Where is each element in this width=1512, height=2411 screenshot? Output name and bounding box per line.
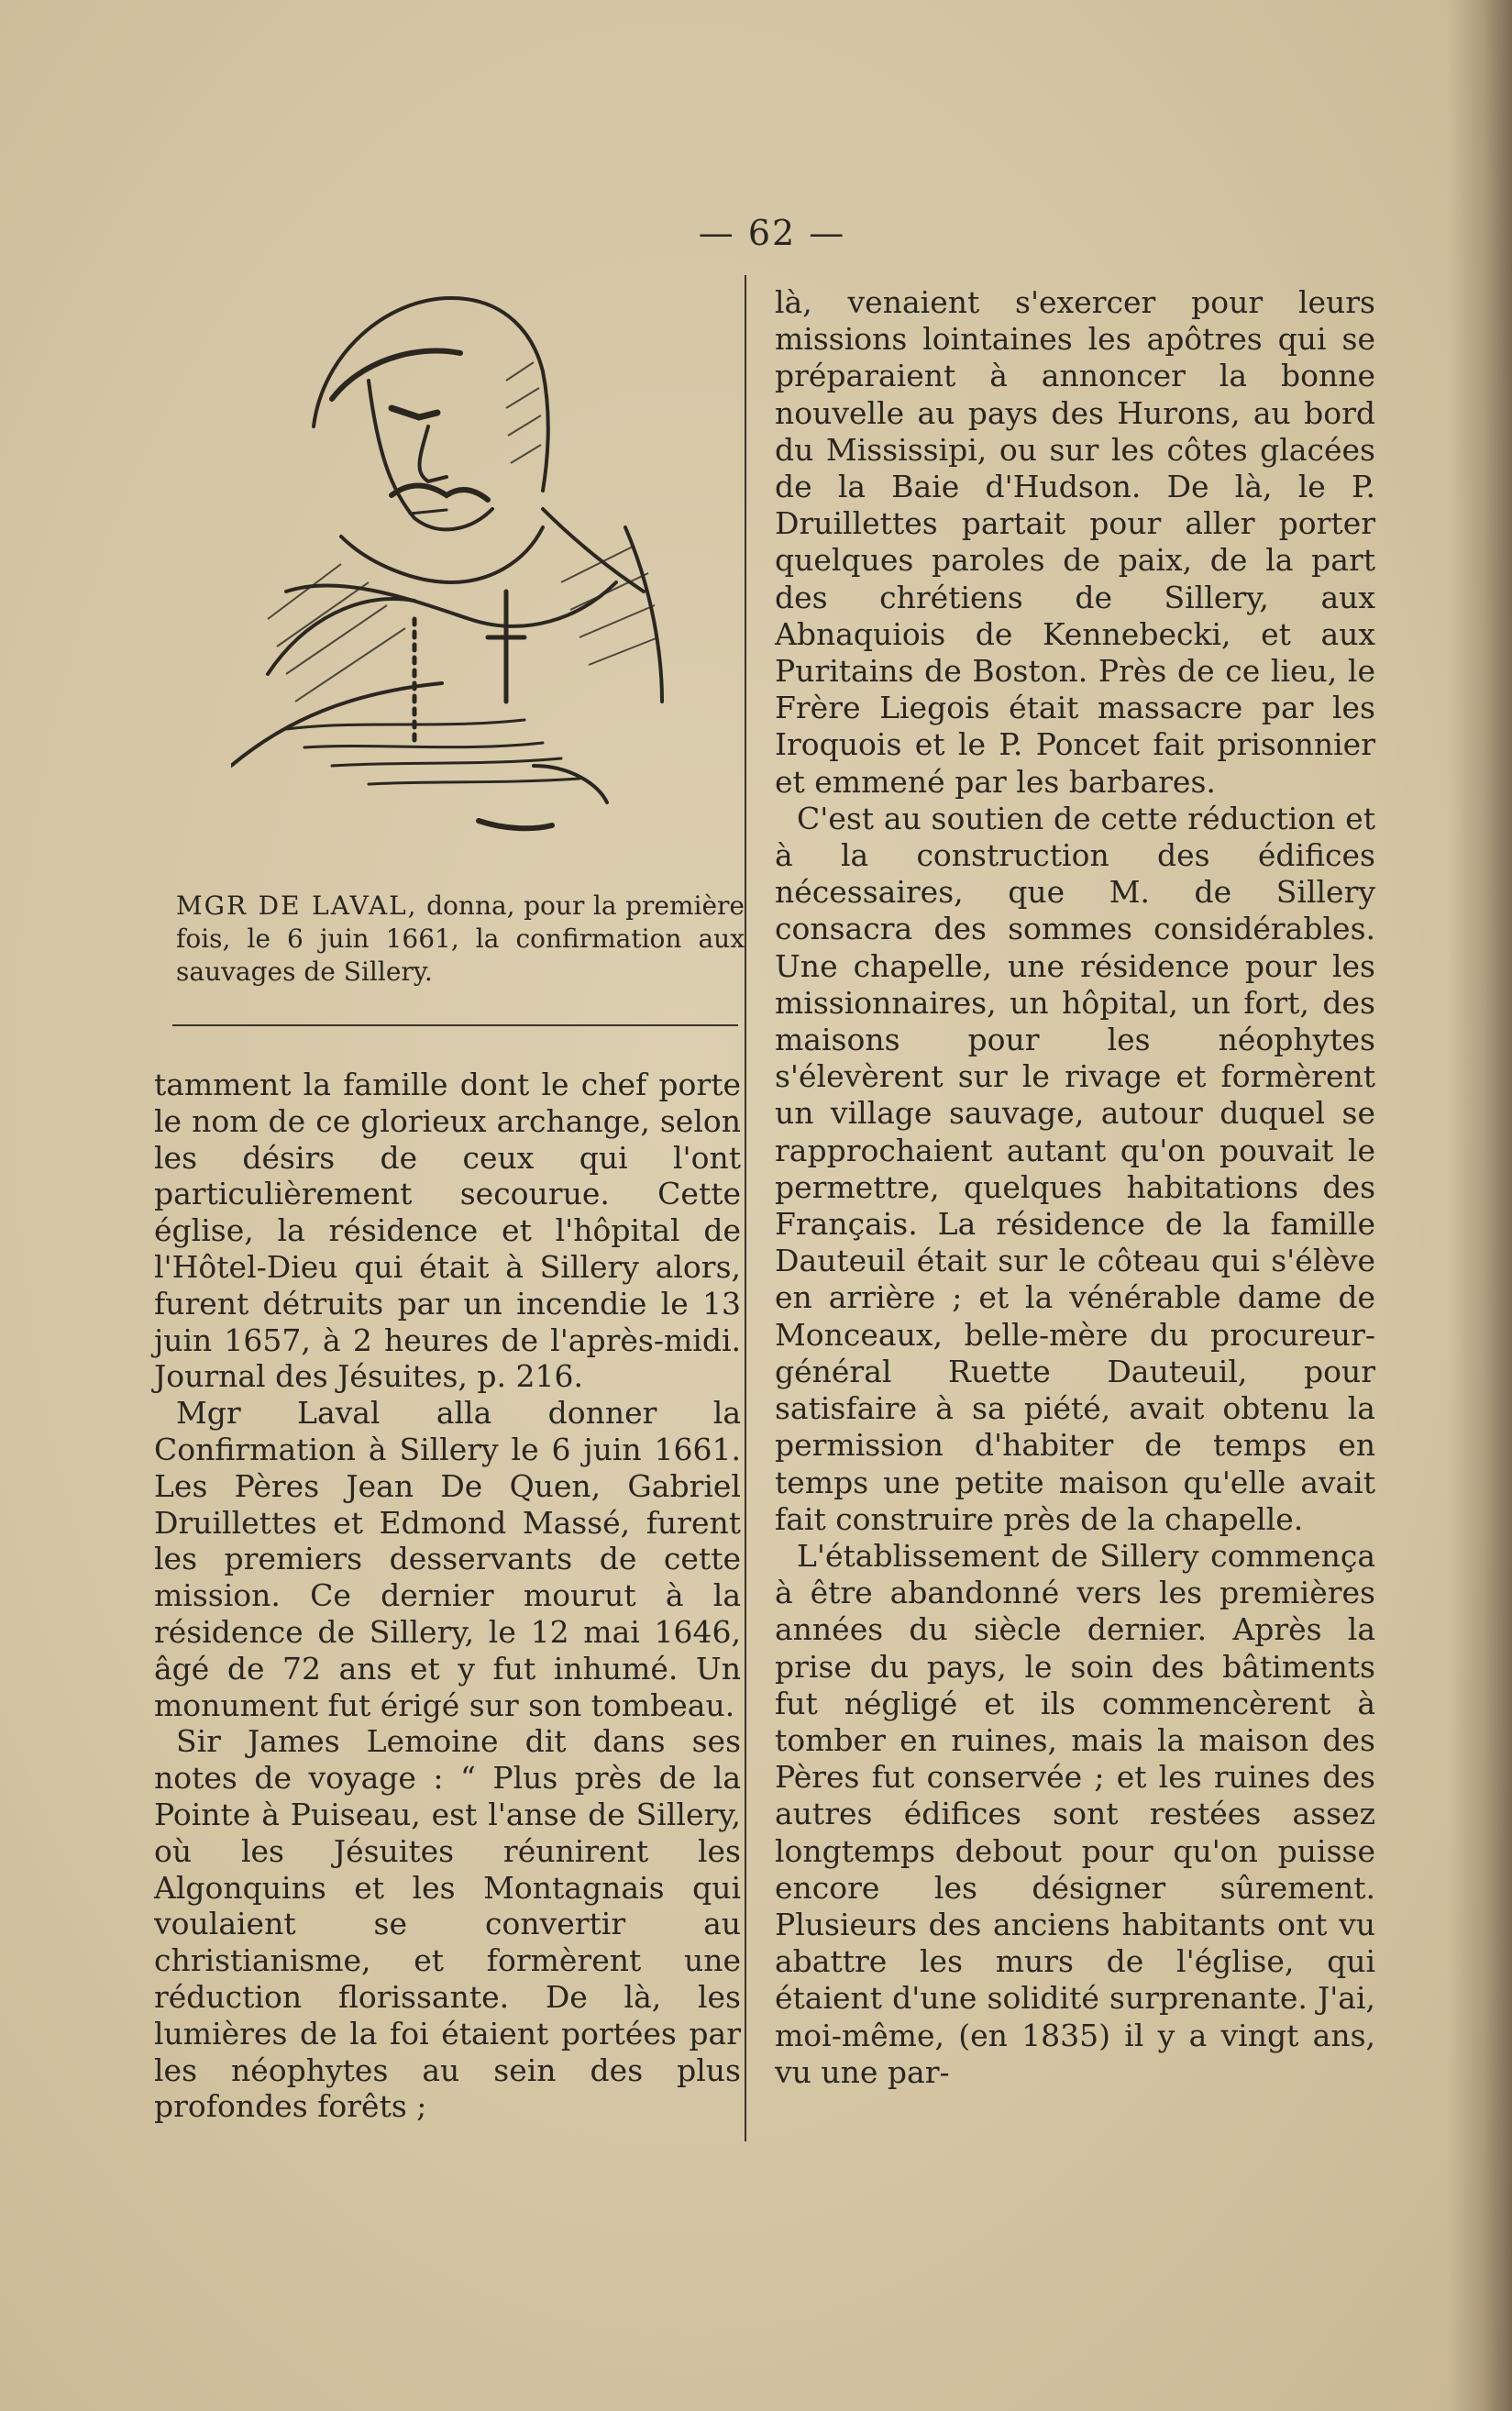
illustration-caption — [176, 890, 745, 989]
caption-text: donna, pour la première fois, le 6 juin 1661, la confirmation aux sauvages de Sillery. — [176, 890, 745, 987]
left-paragraph-1: tamment la famille dont le chef porte le nom de ce glorieux archange, selon les désirs de ceux qui l'ont particulièrement secourue. Cette église, la résidence et l'hôpital de l'Hôtel-Dieu qui était à Sillery alors, furent détruits par un incendie le 13 juin 1657, à 2 heures de l'après-midi. Journal des Jésuites, p. 216. — [154, 1067, 741, 1395]
caption-rule — [172, 1024, 738, 1026]
portrait-engraving — [231, 289, 699, 876]
right-paragraph-3: L'établissement de Sillery commença à être abandonné vers les premières années du siècle dernier. Après la prise du pays, le soin des bâtiments fut négligé et ils commencèrent à tomber en ruines, mais la maison des Pères fut conservée ; et les ruines des autres édifices sont restées assez longtemps debout pour qu'on puisse encore les désigner sûrement. Plusieurs des anciens habitants ont vu abattre les murs de l'église, qui étaient d'une solidité surprenante. J'ai, moi-même, (en 1835) il y a vingt ans, vu une par- — [775, 1537, 1375, 2090]
left-column-text — [154, 1067, 741, 2125]
page-gutter-shadow — [1448, 0, 1512, 2411]
caption-lead: MGR DE LAVAL, — [176, 890, 418, 921]
right-paragraph-2: C'est au soutien de cette réduction et à la construction des édifices nécessaires, que M. de Sillery consacra des sommes considérables. Une chapelle, une résidence pour les missionnaires, un hôpital, un fort, des maisons pour les néophytes s'élevèrent sur le rivage et formèrent un village sauvage, autour duquel se rapprochaient autant qu'on pouvait le permettre, quelques habitations des Français. La résidence de la famille Dauteuil était sur le côteau qui s'élève en arrière ; et la vénérable dame de Monceaux, belle-mère du procureur-général Ruette Dauteuil, pour satisfaire à sa piété, avait obtenu la permission d'habiter de temps en temps une petite maison qu'elle avait fait construire près de la chapelle. — [775, 800, 1375, 1537]
left-paragraph-3: Sir James Lemoine dit dans ses notes de voyage : “ Plus près de la Pointe à Puiseau, est l'anse de Sillery, où les Jésuites réunirent les Algonquins et les Montagnais qui voulaient se convertir au christianisme, et formèrent une réduction florissante. De là, les lumières de la foi étaient portées par les néophytes au sein des plus profondes forêts ; — [154, 1723, 741, 2125]
page-number: — 62 — — [698, 213, 846, 253]
column-divider — [745, 275, 746, 2141]
left-paragraph-2: Mgr Laval alla donner la Confirmation à Sillery le 6 juin 1661. Les Pères Jean De Quen, Gabriel Druillettes et Edmond Massé, furent les premiers desservants de cette mission. Ce dernier mourut à la résidence de Sillery, le 12 mai 1646, âgé de 72 ans et y fut inhumé. Un monument fut érigé sur son tombeau. — [154, 1395, 741, 1723]
right-column-text — [775, 284, 1375, 2091]
right-paragraph-1: là, venaient s'exercer pour leurs missions lointaines les apôtres qui se préparaient à annoncer la bonne nouvelle au pays des Hurons, au bord du Mississipi, ou sur les côtes glacées de la Baie d'Hudson. De là, le P. Druillettes partait pour aller porter quelques paroles de paix, de la part des chrétiens de Sillery, aux Abnaquiois de Kennebecki, et aux Puritains de Boston. Près de ce lieu, le Frère Liegois était massacre par les Iroquois et le P. Poncet fait prisonnier et emmené par les barbares. — [775, 284, 1375, 800]
